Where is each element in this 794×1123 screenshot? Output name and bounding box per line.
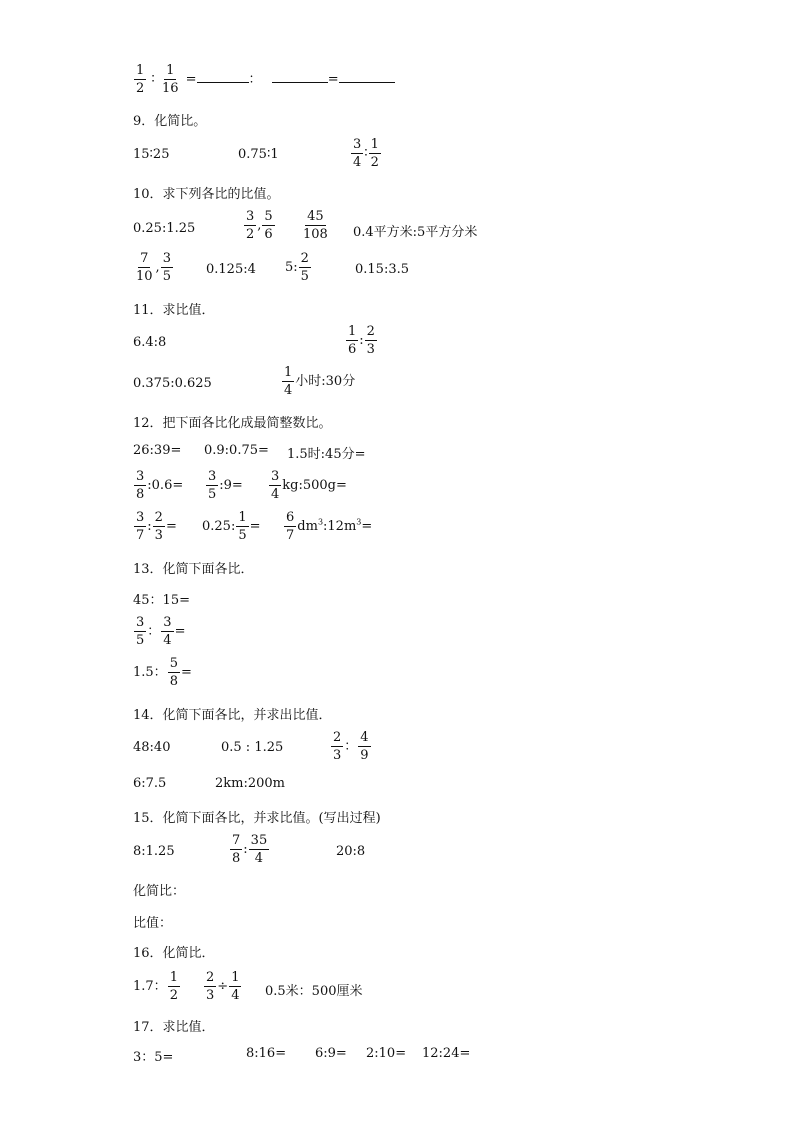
ratio-item: 0.25:1.25	[133, 221, 196, 236]
ratio-item: 0.125:4	[206, 262, 256, 277]
ratio-item: $\frac{2}{3}$ ÷ $\frac{1}{4}$	[206, 970, 240, 1003]
ratio-item: 12:24=	[422, 1046, 471, 1061]
ratio-item: $\frac{3}{7}$ : $\frac{2}{3}$ =	[136, 510, 177, 543]
ratio-item: $\frac{2}{3}$ ： $\frac{4}{9}$	[333, 730, 369, 763]
ratio-item: 6:9=	[315, 1046, 347, 1061]
ratio-item: 3：5=	[133, 1050, 174, 1065]
ratio-item: 0.5米：500厘米	[265, 984, 363, 999]
ratio-item: 0.4平方米:5平方分米	[353, 225, 478, 240]
answer-blank[interactable]	[339, 70, 395, 83]
ratio-item: 45：15=	[133, 593, 190, 608]
ratio-item: 1.5时:45分=	[287, 447, 366, 462]
ratio-item: 0.9:0.75=	[204, 443, 269, 458]
answer-label: 比值：	[133, 916, 173, 931]
ratio-item: $\frac{3}{4}$ kg:500g=	[271, 469, 347, 502]
ratio-item: 6:7.5	[133, 776, 167, 791]
answer-label: 化简比：	[133, 884, 186, 899]
answer-blank[interactable]	[197, 70, 249, 83]
ratio-item: 8:16=	[246, 1046, 287, 1061]
ratio-item: $\frac{3}{5}$ :9=	[208, 469, 243, 502]
question-title: 9．化简比。	[133, 114, 207, 129]
ratio-item: $\frac{1}{4}$ 小时:30分	[284, 365, 356, 398]
ratio-item: 26:39=	[133, 443, 182, 458]
fraction-ratio-fill-row: $\frac{1}{2}$ ∶ $\frac{1}{16}$ = ： =	[133, 64, 395, 95]
ratio-item: 0.15:3.5	[355, 262, 409, 277]
ratio-item: $\frac{7}{8}$ : $\frac{35}{4}$	[232, 833, 268, 866]
ratio-item: 0.75∶1	[238, 147, 279, 162]
question-title: 12．把下面各比化成最简整数比。	[133, 416, 332, 431]
question-title: 15．化简下面各比，并求比值。(写出过程)	[133, 811, 381, 826]
ratio-item: 0.5 : 1.25	[221, 740, 284, 755]
fraction: $\frac{1}{16}$	[161, 63, 179, 96]
ratio-item: 15∶25	[133, 147, 170, 162]
ratio-item: 20:8	[336, 844, 366, 859]
question-title: 10．求下列各比的比值。	[133, 187, 280, 202]
question-title: 16．化简比．	[133, 946, 215, 961]
ratio-item: 0.375:0.625	[133, 376, 212, 391]
question-title: 11．求比值．	[133, 303, 215, 318]
question-title: 14．化简下面各比，并求出比值．	[133, 708, 332, 723]
answer-blank[interactable]	[272, 70, 328, 83]
ratio-item: 6.4:8	[133, 335, 167, 350]
ratio-item: 8:1.25	[133, 844, 175, 859]
question-title: 17．求比值．	[133, 1020, 215, 1035]
ratio-item: 1.5： $\frac{5}{8}$ =	[133, 656, 192, 689]
ratio-item: $\frac{3}{8}$ :0.6=	[136, 469, 184, 502]
ratio-item: $\frac{6}{7}$ $dm^3:12m^3=$	[286, 510, 373, 543]
ratio-item: 2km:200m	[215, 776, 285, 791]
ratio-item: $\frac{3}{2}$ , $\frac{5}{6}$	[246, 209, 273, 242]
ratio-item: $\frac{3}{5}$ ： $\frac{3}{4}$ =	[136, 615, 186, 648]
ratio-item: 5: $\frac{2}{5}$	[285, 251, 309, 284]
ratio-item: $\frac{45}{108}$	[303, 209, 328, 242]
ratio-item: 0.25: $\frac{1}{5}$ =	[202, 510, 261, 543]
ratio-item: $\frac{7}{10}$ , $\frac{3}{5}$	[136, 251, 171, 284]
fraction: $\frac{1}{2}$	[136, 63, 145, 96]
ratio-item: 48:40	[133, 740, 171, 755]
ratio-item: 2:10=	[366, 1046, 407, 1061]
ratio-item: 1.7： $\frac{1}{2}$	[133, 970, 178, 1003]
question-title: 13．化简下面各比．	[133, 562, 254, 577]
ratio-sign: ∶	[151, 72, 155, 87]
ratio-item: $\frac{1}{6}$ : $\frac{2}{3}$	[348, 324, 375, 357]
ratio-item: $\frac{3}{4}$ ∶ $\frac{1}{2}$	[353, 137, 379, 170]
